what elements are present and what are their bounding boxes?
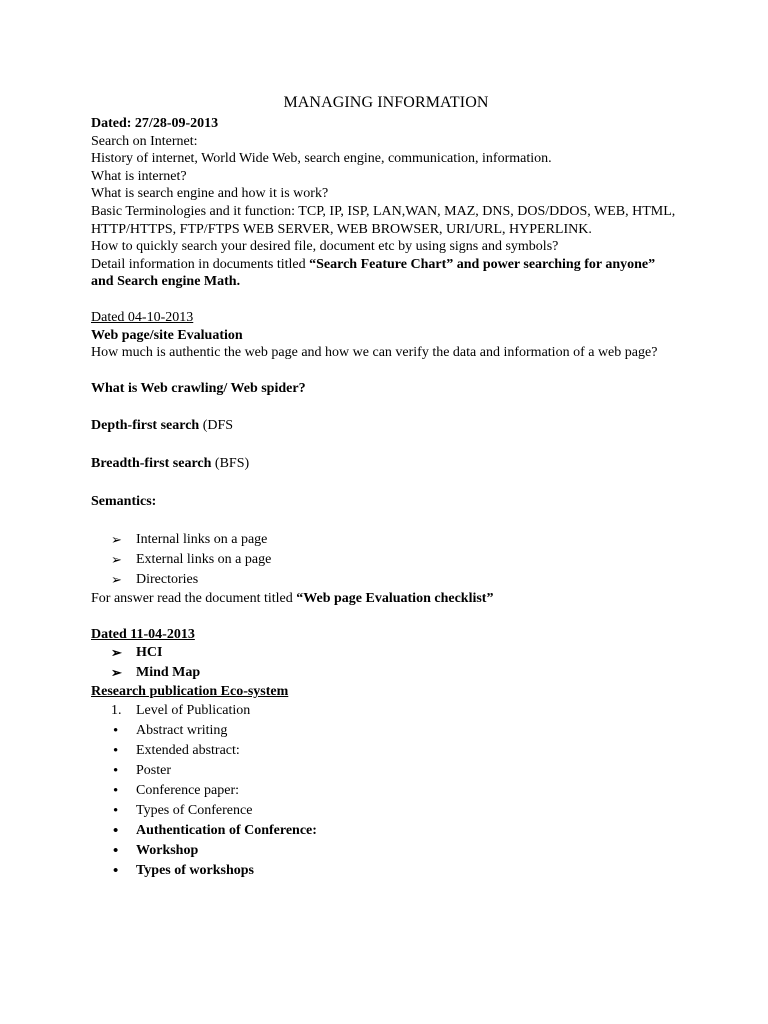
section1-line4: What is search engine and how it is work? xyxy=(91,186,329,202)
list-item: ➢ HCI xyxy=(91,643,681,663)
bullet-icon: • xyxy=(113,802,119,819)
list-item: • Poster xyxy=(113,762,171,779)
bullet-icon: • xyxy=(113,722,119,739)
section3-heading: Research publication Eco-system xyxy=(91,684,289,700)
section2-heading: Web page/site Evaluation xyxy=(91,327,243,343)
section1-line7-bold: “Search Feature Chart” and power searching for anyone” and Search engine Math. xyxy=(91,256,656,290)
answer-bold: “Web page Evaluation checklist” xyxy=(296,591,494,607)
document-page xyxy=(91,93,681,881)
dfs-rest: (DFS xyxy=(199,418,234,434)
list-item: • Types of Conference xyxy=(113,802,253,819)
bfs-rest: (BFS) xyxy=(211,455,250,471)
arrow-bullet-icon: ➢ xyxy=(111,572,122,588)
arrow-bullet-icon: ➢ xyxy=(111,645,122,661)
answer-prefix: For answer read the document titled xyxy=(91,591,297,607)
dfs-bold: Depth-first search xyxy=(91,418,200,434)
section1-line7 xyxy=(91,256,681,291)
numbered-list xyxy=(91,701,681,721)
section2-question: How much is authentic the web page and how we can verify the data and information of a web page? xyxy=(91,345,658,361)
arrow-bullet-icon: ➢ xyxy=(111,665,122,681)
section1-line1: Search on Internet: xyxy=(91,133,198,149)
bullet-list xyxy=(91,721,681,881)
section1-date: Dated: 27/28-09-2013 xyxy=(91,116,219,131)
list-item: • Abstract writing xyxy=(113,722,228,739)
section3-arrow-list xyxy=(91,643,681,683)
arrow-bullet-icon: ➢ xyxy=(111,532,122,548)
section1-line5: Basic Terminologies and it function: TCP, IP, ISP, LAN,WAN, MAZ, DNS, DOS/DDOS, WEB, HTML, HTTP/HTTPS, FTP/FTPS WEB SERVER, WEB BROWSER, URI/URL, HYPERLINK. xyxy=(91,203,676,237)
section2-date: Dated 04-10-2013 xyxy=(91,309,194,325)
section3-date: Dated 11-04-2013 xyxy=(91,626,195,642)
list-number: 1. xyxy=(111,702,122,718)
list-item: ➢ Mind Map xyxy=(91,663,681,683)
bullet-icon: • xyxy=(113,742,119,759)
list-item: • Types of workshops xyxy=(113,862,254,879)
list-item: 1. Level of Publication xyxy=(91,701,681,721)
bfs-bold: Breadth-first search xyxy=(91,455,212,471)
list-item: ➢ Internal links on a page xyxy=(91,530,681,550)
bullet-icon: • xyxy=(113,782,119,799)
section2-crawling: What is Web crawling/ Web spider? xyxy=(91,380,306,396)
bullet-icon: • xyxy=(113,862,119,879)
section2-semantics: Semantics: xyxy=(91,493,157,509)
section1-line3: What is internet? xyxy=(91,168,187,184)
section2-answer xyxy=(91,590,681,608)
list-item: ➢ Directories xyxy=(91,570,681,590)
section1-line7-prefix: Detail information in documents titled xyxy=(91,256,310,272)
bullet-icon: • xyxy=(113,762,119,779)
bullet-icon: • xyxy=(113,842,119,859)
bullet-icon: • xyxy=(113,822,119,839)
arrow-bullet-icon: ➢ xyxy=(111,552,122,568)
section2-dfs xyxy=(91,417,681,435)
list-item: • Authentication of Conference: xyxy=(113,822,317,839)
section2-bfs xyxy=(91,455,681,473)
list-item: • Workshop xyxy=(113,842,199,859)
section1-line2: History of internet, World Wide Web, search engine, communication, information. xyxy=(91,151,552,167)
document-title: MANAGING INFORMATION xyxy=(283,94,489,111)
list-item: • Extended abstract: xyxy=(113,742,240,759)
semantics-list xyxy=(91,530,681,590)
section1-line6: How to quickly search your desired file, document etc by using signs and symbols? xyxy=(91,239,559,255)
list-item: • Conference paper: xyxy=(113,782,239,799)
list-item: ➢ External links on a page xyxy=(91,550,681,570)
